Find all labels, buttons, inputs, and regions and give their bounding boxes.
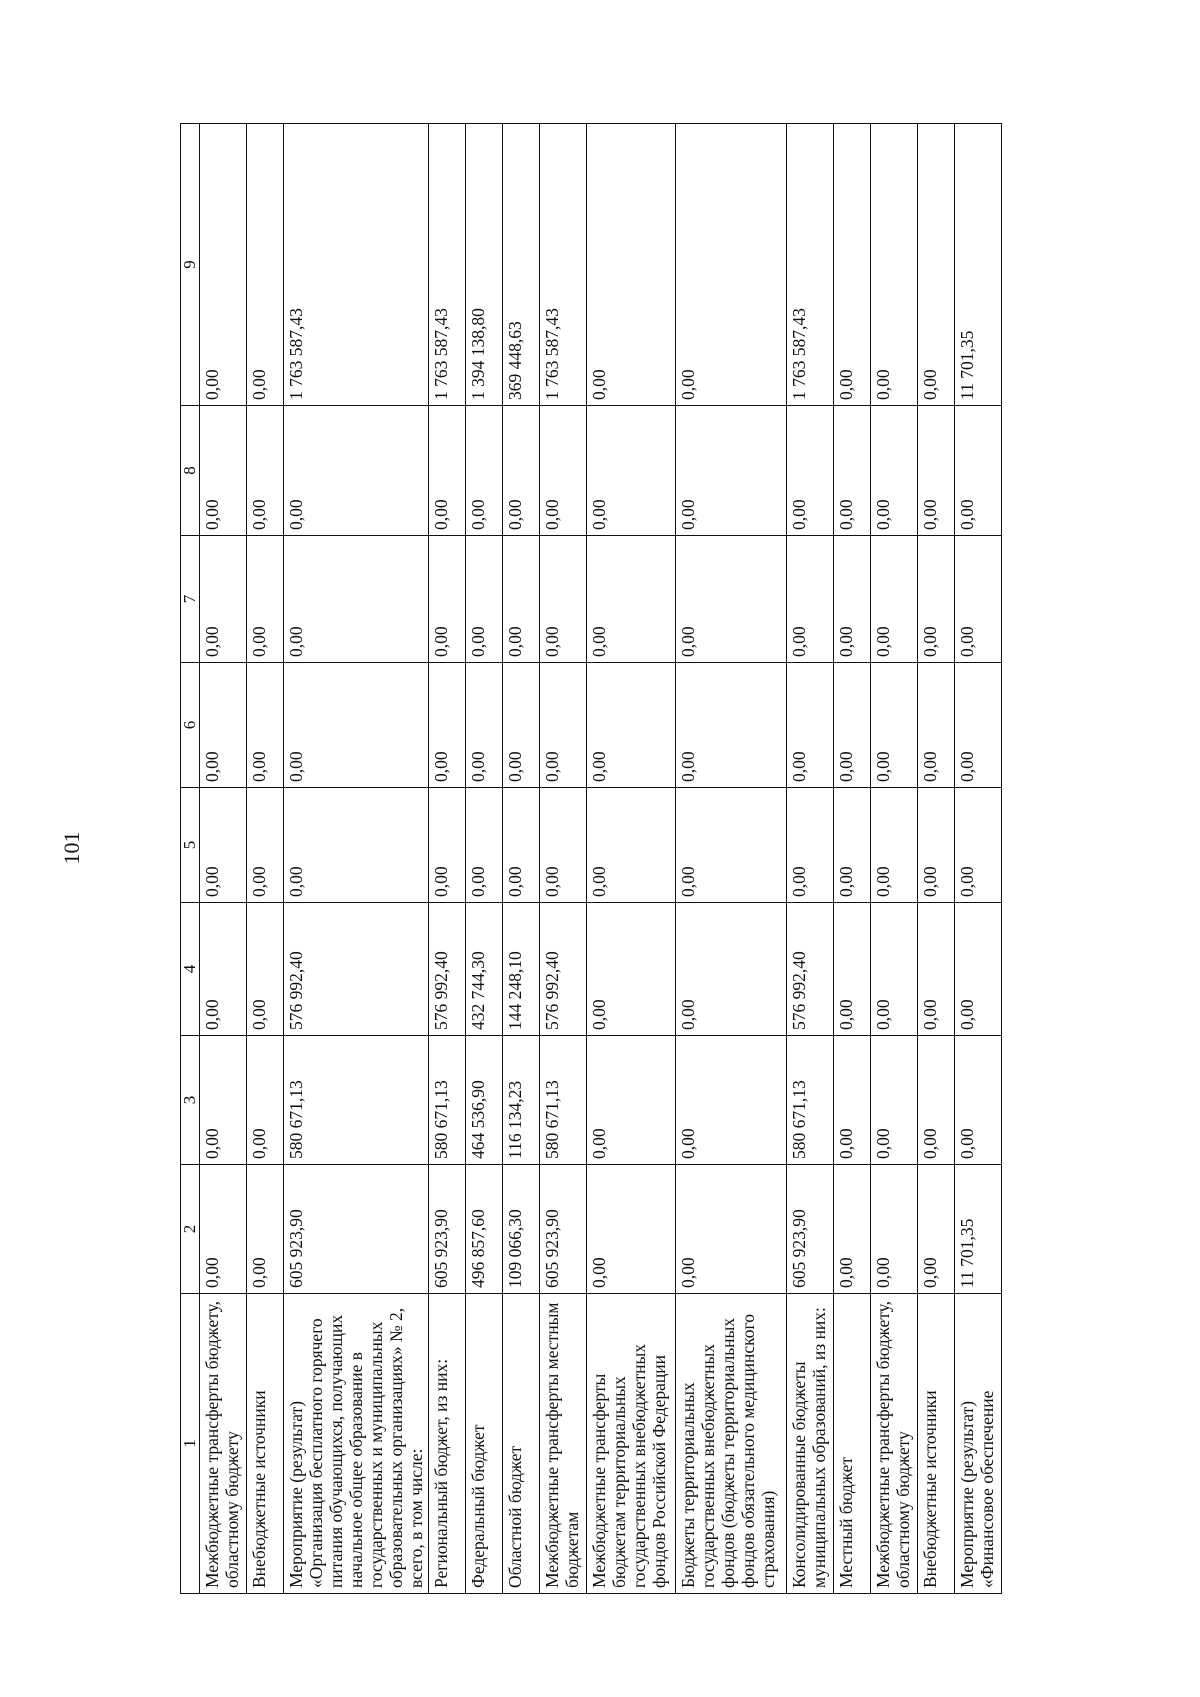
row-label: Консолидированные бюджеты муниципальных образований, из них: <box>787 1294 834 1594</box>
column-header: 9 <box>181 124 200 406</box>
value-cell: 1 394 138,80 <box>466 124 503 406</box>
value-cell: 0,00 <box>676 406 787 536</box>
value-cell: 1 763 587,43 <box>284 124 429 406</box>
column-header: 2 <box>181 1165 200 1294</box>
value-cell: 109 066,30 <box>503 1165 540 1294</box>
value-cell: 605 923,90 <box>787 1165 834 1294</box>
value-cell: 0,00 <box>200 663 247 788</box>
table-row <box>871 124 918 1594</box>
table-row <box>200 124 247 1594</box>
value-cell: 0,00 <box>284 406 429 536</box>
row-label: Региональный бюджет, из них: <box>429 1294 466 1594</box>
value-cell: 0,00 <box>955 663 1002 788</box>
column-header: 4 <box>181 903 200 1036</box>
value-cell: 0,00 <box>503 536 540 663</box>
value-cell: 0,00 <box>871 406 918 536</box>
value-cell: 0,00 <box>834 788 871 903</box>
value-cell: 580 671,13 <box>540 1036 587 1165</box>
value-cell: 0,00 <box>676 124 787 406</box>
value-cell: 576 992,40 <box>787 903 834 1036</box>
table-row <box>284 124 429 1594</box>
rotated-table-region <box>180 124 1200 1588</box>
value-cell: 116 134,23 <box>503 1036 540 1165</box>
table-body <box>200 124 1002 1594</box>
row-label: Федеральный бюджет <box>466 1294 503 1594</box>
value-cell: 0,00 <box>466 536 503 663</box>
table-row <box>587 124 676 1594</box>
value-cell: 576 992,40 <box>540 903 587 1036</box>
value-cell: 0,00 <box>955 788 1002 903</box>
value-cell: 0,00 <box>503 406 540 536</box>
value-cell: 576 992,40 <box>429 903 466 1036</box>
table-row <box>466 124 503 1594</box>
value-cell: 0,00 <box>955 536 1002 663</box>
value-cell: 0,00 <box>918 788 955 903</box>
value-cell: 0,00 <box>429 536 466 663</box>
value-cell: 0,00 <box>200 903 247 1036</box>
value-cell: 0,00 <box>834 1165 871 1294</box>
value-cell: 0,00 <box>200 1036 247 1165</box>
value-cell: 0,00 <box>503 663 540 788</box>
value-cell: 0,00 <box>247 1036 284 1165</box>
value-cell: 369 448,63 <box>503 124 540 406</box>
row-label: Межбюджетные трансферты бюджету, областному бюджету <box>200 1294 247 1594</box>
value-cell: 0,00 <box>834 663 871 788</box>
value-cell: 0,00 <box>871 663 918 788</box>
value-cell: 144 248,10 <box>503 903 540 1036</box>
column-header: 5 <box>181 788 200 903</box>
row-label: Внебюджетные источники <box>247 1294 284 1594</box>
value-cell: 0,00 <box>200 788 247 903</box>
value-cell: 0,00 <box>955 406 1002 536</box>
value-cell: 0,00 <box>787 536 834 663</box>
value-cell: 0,00 <box>587 663 676 788</box>
value-cell: 0,00 <box>834 536 871 663</box>
value-cell: 0,00 <box>918 124 955 406</box>
value-cell: 0,00 <box>834 903 871 1036</box>
value-cell: 1 763 587,43 <box>787 124 834 406</box>
column-header: 6 <box>181 663 200 788</box>
budget-table <box>180 123 1002 1594</box>
table-row <box>540 124 587 1594</box>
value-cell: 0,00 <box>247 1165 284 1294</box>
value-cell: 0,00 <box>587 1036 676 1165</box>
value-cell: 0,00 <box>247 124 284 406</box>
value-cell: 0,00 <box>834 406 871 536</box>
value-cell: 0,00 <box>871 124 918 406</box>
value-cell: 11 701,35 <box>955 124 1002 406</box>
row-label: Внебюджетные источники <box>918 1294 955 1594</box>
value-cell: 605 923,90 <box>284 1165 429 1294</box>
value-cell: 0,00 <box>284 536 429 663</box>
value-cell: 0,00 <box>247 406 284 536</box>
value-cell: 0,00 <box>871 1165 918 1294</box>
value-cell: 0,00 <box>429 406 466 536</box>
value-cell: 0,00 <box>918 406 955 536</box>
value-cell: 0,00 <box>955 1036 1002 1165</box>
column-header: 1 <box>181 1294 200 1594</box>
value-cell: 576 992,40 <box>284 903 429 1036</box>
value-cell: 0,00 <box>247 903 284 1036</box>
value-cell: 0,00 <box>871 788 918 903</box>
value-cell: 0,00 <box>540 406 587 536</box>
value-cell: 0,00 <box>587 406 676 536</box>
column-header: 8 <box>181 406 200 536</box>
value-cell: 0,00 <box>429 788 466 903</box>
value-cell: 432 744,30 <box>466 903 503 1036</box>
row-label: Областной бюджет <box>503 1294 540 1594</box>
value-cell: 0,00 <box>284 788 429 903</box>
value-cell: 0,00 <box>676 1165 787 1294</box>
row-label: Межбюджетные трансферты местным бюджетам <box>540 1294 587 1594</box>
row-label: Межбюджетные трансферты бюджетам территориальных государственных внебюджетных фондов Российской Федерации <box>587 1294 676 1594</box>
table-row <box>676 124 787 1594</box>
value-cell: 0,00 <box>540 663 587 788</box>
table-row <box>918 124 955 1594</box>
page-number: 101 <box>59 831 84 865</box>
value-cell: 0,00 <box>787 663 834 788</box>
value-cell: 0,00 <box>918 1165 955 1294</box>
value-cell: 0,00 <box>466 663 503 788</box>
value-cell: 0,00 <box>200 536 247 663</box>
value-cell: 605 923,90 <box>429 1165 466 1294</box>
table-row <box>429 124 466 1594</box>
value-cell: 580 671,13 <box>284 1036 429 1165</box>
value-cell: 0,00 <box>918 536 955 663</box>
value-cell: 0,00 <box>247 788 284 903</box>
value-cell: 0,00 <box>540 788 587 903</box>
row-label: Мероприятие (результат) «Финансовое обеспечение <box>955 1294 1002 1594</box>
column-header: 7 <box>181 536 200 663</box>
table-row <box>503 124 540 1594</box>
value-cell: 1 763 587,43 <box>540 124 587 406</box>
value-cell: 0,00 <box>787 788 834 903</box>
value-cell: 580 671,13 <box>429 1036 466 1165</box>
value-cell: 0,00 <box>834 124 871 406</box>
row-label: Местный бюджет <box>834 1294 871 1594</box>
value-cell: 0,00 <box>247 663 284 788</box>
value-cell: 0,00 <box>540 536 587 663</box>
value-cell: 0,00 <box>918 903 955 1036</box>
value-cell: 0,00 <box>955 903 1002 1036</box>
value-cell: 11 701,35 <box>955 1165 1002 1294</box>
value-cell: 0,00 <box>200 124 247 406</box>
value-cell: 0,00 <box>587 903 676 1036</box>
row-label: Межбюджетные трансферты бюджету, областному бюджету <box>871 1294 918 1594</box>
value-cell: 0,00 <box>918 1036 955 1165</box>
column-number-row <box>181 124 200 1594</box>
value-cell: 0,00 <box>676 903 787 1036</box>
value-cell: 0,00 <box>587 536 676 663</box>
value-cell: 0,00 <box>200 406 247 536</box>
table-row <box>787 124 834 1594</box>
value-cell: 580 671,13 <box>787 1036 834 1165</box>
value-cell: 0,00 <box>871 1036 918 1165</box>
value-cell: 0,00 <box>676 536 787 663</box>
value-cell: 496 857,60 <box>466 1165 503 1294</box>
value-cell: 0,00 <box>587 788 676 903</box>
rotated-table-container <box>180 124 1150 1594</box>
table-row <box>955 124 1002 1594</box>
value-cell: 464 536,90 <box>466 1036 503 1165</box>
value-cell: 0,00 <box>587 124 676 406</box>
value-cell: 0,00 <box>200 1165 247 1294</box>
table-row <box>834 124 871 1594</box>
table-row <box>247 124 284 1594</box>
value-cell: 0,00 <box>429 663 466 788</box>
value-cell: 0,00 <box>676 788 787 903</box>
value-cell: 0,00 <box>466 788 503 903</box>
value-cell: 0,00 <box>587 1165 676 1294</box>
value-cell: 0,00 <box>247 536 284 663</box>
value-cell: 0,00 <box>284 663 429 788</box>
value-cell: 0,00 <box>503 788 540 903</box>
value-cell: 0,00 <box>834 1036 871 1165</box>
column-header: 3 <box>181 1036 200 1165</box>
value-cell: 0,00 <box>466 406 503 536</box>
value-cell: 0,00 <box>871 536 918 663</box>
value-cell: 1 763 587,43 <box>429 124 466 406</box>
row-label: Бюджеты территориальных государственных внебюджетных фондов (бюджеты территориальных фондов обязательного медицинского страхования) <box>676 1294 787 1594</box>
value-cell: 0,00 <box>676 663 787 788</box>
row-label: Мероприятие (результат) «Организация бесплатного горячего питания обучающихся, получающих начальное общее образование в государственных и муниципальных образовательных организациях» № 2, всего, в том числе: <box>284 1294 429 1594</box>
value-cell: 0,00 <box>676 1036 787 1165</box>
value-cell: 0,00 <box>918 663 955 788</box>
value-cell: 0,00 <box>871 903 918 1036</box>
value-cell: 0,00 <box>787 406 834 536</box>
value-cell: 605 923,90 <box>540 1165 587 1294</box>
